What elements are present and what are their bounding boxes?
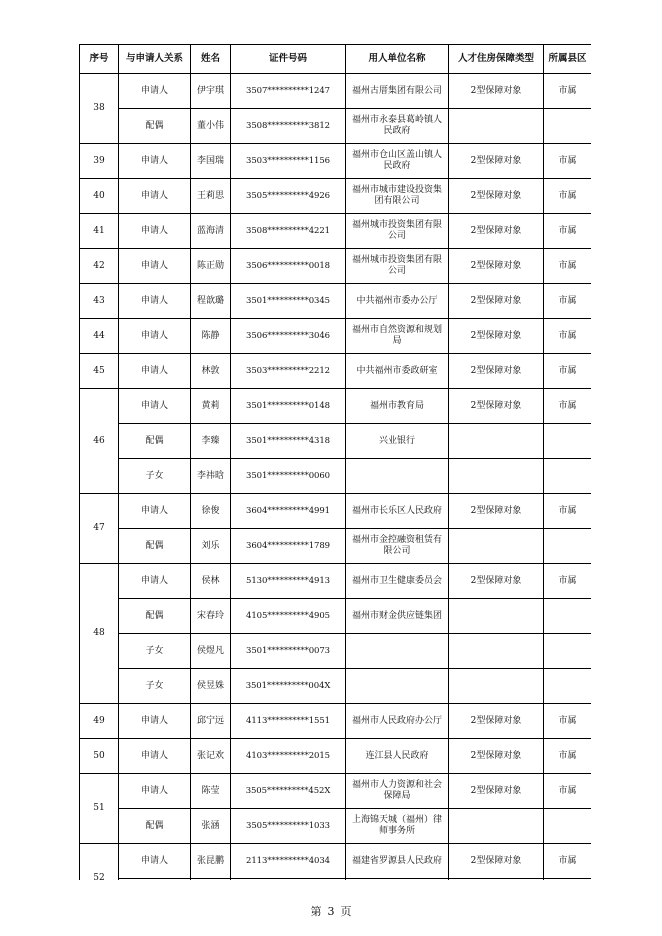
cell-relation: 申请人 xyxy=(119,179,191,214)
cell-no: 51 xyxy=(80,774,119,844)
cell-county: 市属 xyxy=(544,284,592,319)
table-row xyxy=(80,704,592,739)
cell-type: 2型保障对象 xyxy=(449,704,544,739)
cell-id: 3503**********1156 xyxy=(231,144,346,179)
cell-relation: 申请人 xyxy=(119,844,191,879)
page-prefix: 第 xyxy=(310,905,322,918)
cell-relation: 申请人 xyxy=(119,319,191,354)
cell-no: 44 xyxy=(80,319,119,354)
cell-county: 市属 xyxy=(544,704,592,739)
cell-county: 市属 xyxy=(544,214,592,249)
cell-type: 2型保障对象 xyxy=(449,214,544,249)
cell-org xyxy=(346,459,449,494)
table-header-row xyxy=(80,45,592,74)
cell-id: 3501**********0060 xyxy=(231,459,346,494)
cell-id: 3501**********0073 xyxy=(231,634,346,669)
cell-type xyxy=(449,669,544,704)
cell-relation: 配偶 xyxy=(119,809,191,844)
table-row xyxy=(80,529,592,564)
cell-no: 52 xyxy=(80,844,119,881)
header-relation: 与申请人关系 xyxy=(119,45,191,74)
cell-org: 福州市教育局 xyxy=(346,389,449,424)
cell-relation: 申请人 xyxy=(119,564,191,599)
cell-county: 市属 xyxy=(544,389,592,424)
cell-relation: 子女 xyxy=(119,459,191,494)
cell-type: 2型保障对象 xyxy=(449,354,544,389)
cell-type xyxy=(449,599,544,634)
cell-org xyxy=(346,634,449,669)
cell-relation: 配偶 xyxy=(119,599,191,634)
cell-no: 42 xyxy=(80,249,119,284)
cell-no: 39 xyxy=(80,144,119,179)
cell-name: 张记欢 xyxy=(191,739,231,774)
cell-empty xyxy=(544,879,592,881)
cell-org: 福建省罗源县人民政府 xyxy=(346,844,449,879)
cell-relation: 申请人 xyxy=(119,354,191,389)
cell-name: 张涵 xyxy=(191,809,231,844)
cell-id: 3604**********1789 xyxy=(231,529,346,564)
table-row xyxy=(80,284,592,319)
cell-county xyxy=(544,109,592,144)
cell-no: 50 xyxy=(80,739,119,774)
cell-name: 陈静 xyxy=(191,319,231,354)
cell-relation: 申请人 xyxy=(119,144,191,179)
header-id: 证件号码 xyxy=(231,45,346,74)
cell-type: 2型保障对象 xyxy=(449,774,544,809)
cell-county xyxy=(544,634,592,669)
cell-id: 3508**********3812 xyxy=(231,109,346,144)
cell-id: 3501**********004X xyxy=(231,669,346,704)
cell-id: 3501**********4318 xyxy=(231,424,346,459)
table-row xyxy=(80,459,592,494)
cell-org: 中共福州市委办公厅 xyxy=(346,284,449,319)
cell-name: 王莉思 xyxy=(191,179,231,214)
cell-relation: 申请人 xyxy=(119,74,191,109)
cell-name: 林敦 xyxy=(191,354,231,389)
cell-org xyxy=(346,669,449,704)
cell-relation: 子女 xyxy=(119,669,191,704)
table-row xyxy=(80,249,592,284)
cell-id: 3505**********1033 xyxy=(231,809,346,844)
cell-name: 宋春玲 xyxy=(191,599,231,634)
cell-empty xyxy=(231,879,346,881)
cell-org: 福州市城市建设投资集团有限公司 xyxy=(346,179,449,214)
cell-org: 福州市人力资源和社会保障局 xyxy=(346,774,449,809)
header-org: 用人单位名称 xyxy=(346,45,449,74)
cell-type: 2型保障对象 xyxy=(449,144,544,179)
cell-name: 陈莹 xyxy=(191,774,231,809)
table-row xyxy=(80,599,592,634)
cell-id: 3505**********452X xyxy=(231,774,346,809)
cell-county xyxy=(544,529,592,564)
cell-type xyxy=(449,529,544,564)
cell-relation: 子女 xyxy=(119,634,191,669)
table-row xyxy=(80,319,592,354)
cell-county: 市属 xyxy=(544,144,592,179)
cell-org: 福州市仓山区盖山镇人民政府 xyxy=(346,144,449,179)
table-row xyxy=(80,424,592,459)
cell-relation: 申请人 xyxy=(119,494,191,529)
cell-name: 侯昱姝 xyxy=(191,669,231,704)
cell-type: 2型保障对象 xyxy=(449,844,544,879)
cell-id: 3501**********0148 xyxy=(231,389,346,424)
cell-org: 中共福州市委政研室 xyxy=(346,354,449,389)
table-row-continued xyxy=(80,879,592,881)
cell-name: 陈正勋 xyxy=(191,249,231,284)
cell-county: 市属 xyxy=(544,249,592,284)
cell-id: 3506**********0018 xyxy=(231,249,346,284)
cell-type: 2型保障对象 xyxy=(449,494,544,529)
cell-relation: 申请人 xyxy=(119,774,191,809)
cell-empty xyxy=(191,879,231,881)
cell-relation: 配偶 xyxy=(119,424,191,459)
cell-org: 福州市财金供应链集团 xyxy=(346,599,449,634)
cell-no: 46 xyxy=(80,389,119,494)
cell-org: 连江县人民政府 xyxy=(346,739,449,774)
cell-org: 福州市自然资源和规划局 xyxy=(346,319,449,354)
cell-relation: 配偶 xyxy=(119,109,191,144)
table-row xyxy=(80,179,592,214)
cell-county xyxy=(544,424,592,459)
cell-county xyxy=(544,459,592,494)
cell-name: 李臻 xyxy=(191,424,231,459)
cell-relation: 申请人 xyxy=(119,389,191,424)
cell-no: 45 xyxy=(80,354,119,389)
page-number: 3 xyxy=(327,905,335,918)
cell-id: 5130**********4913 xyxy=(231,564,346,599)
table-row xyxy=(80,144,592,179)
cell-type xyxy=(449,809,544,844)
cell-id: 3507**********1247 xyxy=(231,74,346,109)
table-row xyxy=(80,494,592,529)
cell-county: 市属 xyxy=(544,179,592,214)
table-row xyxy=(80,634,592,669)
page-footer xyxy=(0,903,662,919)
table-row xyxy=(80,74,592,109)
cell-id: 3505**********4926 xyxy=(231,179,346,214)
cell-type xyxy=(449,634,544,669)
cell-type: 2型保障对象 xyxy=(449,739,544,774)
cell-id: 3501**********0345 xyxy=(231,284,346,319)
cell-name: 程歆璐 xyxy=(191,284,231,319)
cell-name: 侯煜凡 xyxy=(191,634,231,669)
cell-name: 李国瑞 xyxy=(191,144,231,179)
cell-type: 2型保障对象 xyxy=(449,249,544,284)
cell-county: 市属 xyxy=(544,319,592,354)
cell-no: 43 xyxy=(80,284,119,319)
applicant-table xyxy=(79,44,591,880)
cell-name: 李祎晗 xyxy=(191,459,231,494)
table-row xyxy=(80,739,592,774)
cell-name: 黄莉 xyxy=(191,389,231,424)
cell-id: 3503**********2212 xyxy=(231,354,346,389)
cell-empty xyxy=(346,879,449,881)
cell-org: 福州市金控融资租赁有限公司 xyxy=(346,529,449,564)
cell-county xyxy=(544,599,592,634)
table-row xyxy=(80,214,592,249)
cell-id: 4113**********1551 xyxy=(231,704,346,739)
table-row xyxy=(80,109,592,144)
cell-id: 3506**********3046 xyxy=(231,319,346,354)
cell-type xyxy=(449,109,544,144)
table-row xyxy=(80,844,592,879)
cell-county xyxy=(544,809,592,844)
cell-type: 2型保障对象 xyxy=(449,179,544,214)
table-row xyxy=(80,669,592,704)
cell-type xyxy=(449,459,544,494)
cell-relation: 申请人 xyxy=(119,214,191,249)
cell-county: 市属 xyxy=(544,564,592,599)
cell-no: 41 xyxy=(80,214,119,249)
cell-name: 张昆鹏 xyxy=(191,844,231,879)
cell-relation: 申请人 xyxy=(119,284,191,319)
cell-empty xyxy=(449,879,544,881)
cell-org: 兴业银行 xyxy=(346,424,449,459)
page-suffix: 页 xyxy=(340,905,352,918)
cell-relation: 配偶 xyxy=(119,529,191,564)
cell-name: 侯林 xyxy=(191,564,231,599)
cell-county: 市属 xyxy=(544,739,592,774)
cell-county: 市属 xyxy=(544,354,592,389)
applicant-table-sheet xyxy=(79,44,591,880)
cell-type: 2型保障对象 xyxy=(449,564,544,599)
cell-org: 福州市卫生健康委员会 xyxy=(346,564,449,599)
cell-org: 上海锦天城（福州）律师事务所 xyxy=(346,809,449,844)
cell-county: 市属 xyxy=(544,774,592,809)
table-row xyxy=(80,774,592,809)
header-name: 姓名 xyxy=(191,45,231,74)
cell-name: 邱宁远 xyxy=(191,704,231,739)
cell-name: 蓝海清 xyxy=(191,214,231,249)
cell-empty xyxy=(119,879,191,881)
cell-no: 47 xyxy=(80,494,119,564)
cell-county: 市属 xyxy=(544,74,592,109)
cell-org: 福州城市投资集团有限公司 xyxy=(346,214,449,249)
cell-type: 2型保障对象 xyxy=(449,74,544,109)
table-row xyxy=(80,354,592,389)
cell-no: 38 xyxy=(80,74,119,144)
cell-name: 伊宇琪 xyxy=(191,74,231,109)
cell-no: 40 xyxy=(80,179,119,214)
cell-relation: 申请人 xyxy=(119,704,191,739)
cell-org: 福州城市投资集团有限公司 xyxy=(346,249,449,284)
cell-id: 3508**********4221 xyxy=(231,214,346,249)
cell-org: 福州市人民政府办公厅 xyxy=(346,704,449,739)
cell-county xyxy=(544,669,592,704)
cell-id: 3604**********4991 xyxy=(231,494,346,529)
cell-org: 福州市长乐区人民政府 xyxy=(346,494,449,529)
cell-type: 2型保障对象 xyxy=(449,284,544,319)
cell-id: 4105**********4905 xyxy=(231,599,346,634)
cell-id: 4103**********2015 xyxy=(231,739,346,774)
header-county: 所属县区 xyxy=(544,45,592,74)
cell-name: 董小伟 xyxy=(191,109,231,144)
cell-county: 市属 xyxy=(544,494,592,529)
header-no: 序号 xyxy=(80,45,119,74)
table-row xyxy=(80,564,592,599)
cell-id: 2113**********4034 xyxy=(231,844,346,879)
cell-county: 市属 xyxy=(544,844,592,879)
cell-org: 福州市永泰县葛岭镇人民政府 xyxy=(346,109,449,144)
cell-relation: 申请人 xyxy=(119,739,191,774)
cell-org: 福州古厝集团有限公司 xyxy=(346,74,449,109)
cell-no: 48 xyxy=(80,564,119,704)
cell-type: 2型保障对象 xyxy=(449,319,544,354)
cell-type: 2型保障对象 xyxy=(449,389,544,424)
cell-relation: 申请人 xyxy=(119,249,191,284)
table-row xyxy=(80,809,592,844)
table-row xyxy=(80,389,592,424)
cell-no: 49 xyxy=(80,704,119,739)
cell-name: 徐俊 xyxy=(191,494,231,529)
cell-type xyxy=(449,424,544,459)
header-type: 人才住房保障类型 xyxy=(449,45,544,74)
cell-name: 刘乐 xyxy=(191,529,231,564)
